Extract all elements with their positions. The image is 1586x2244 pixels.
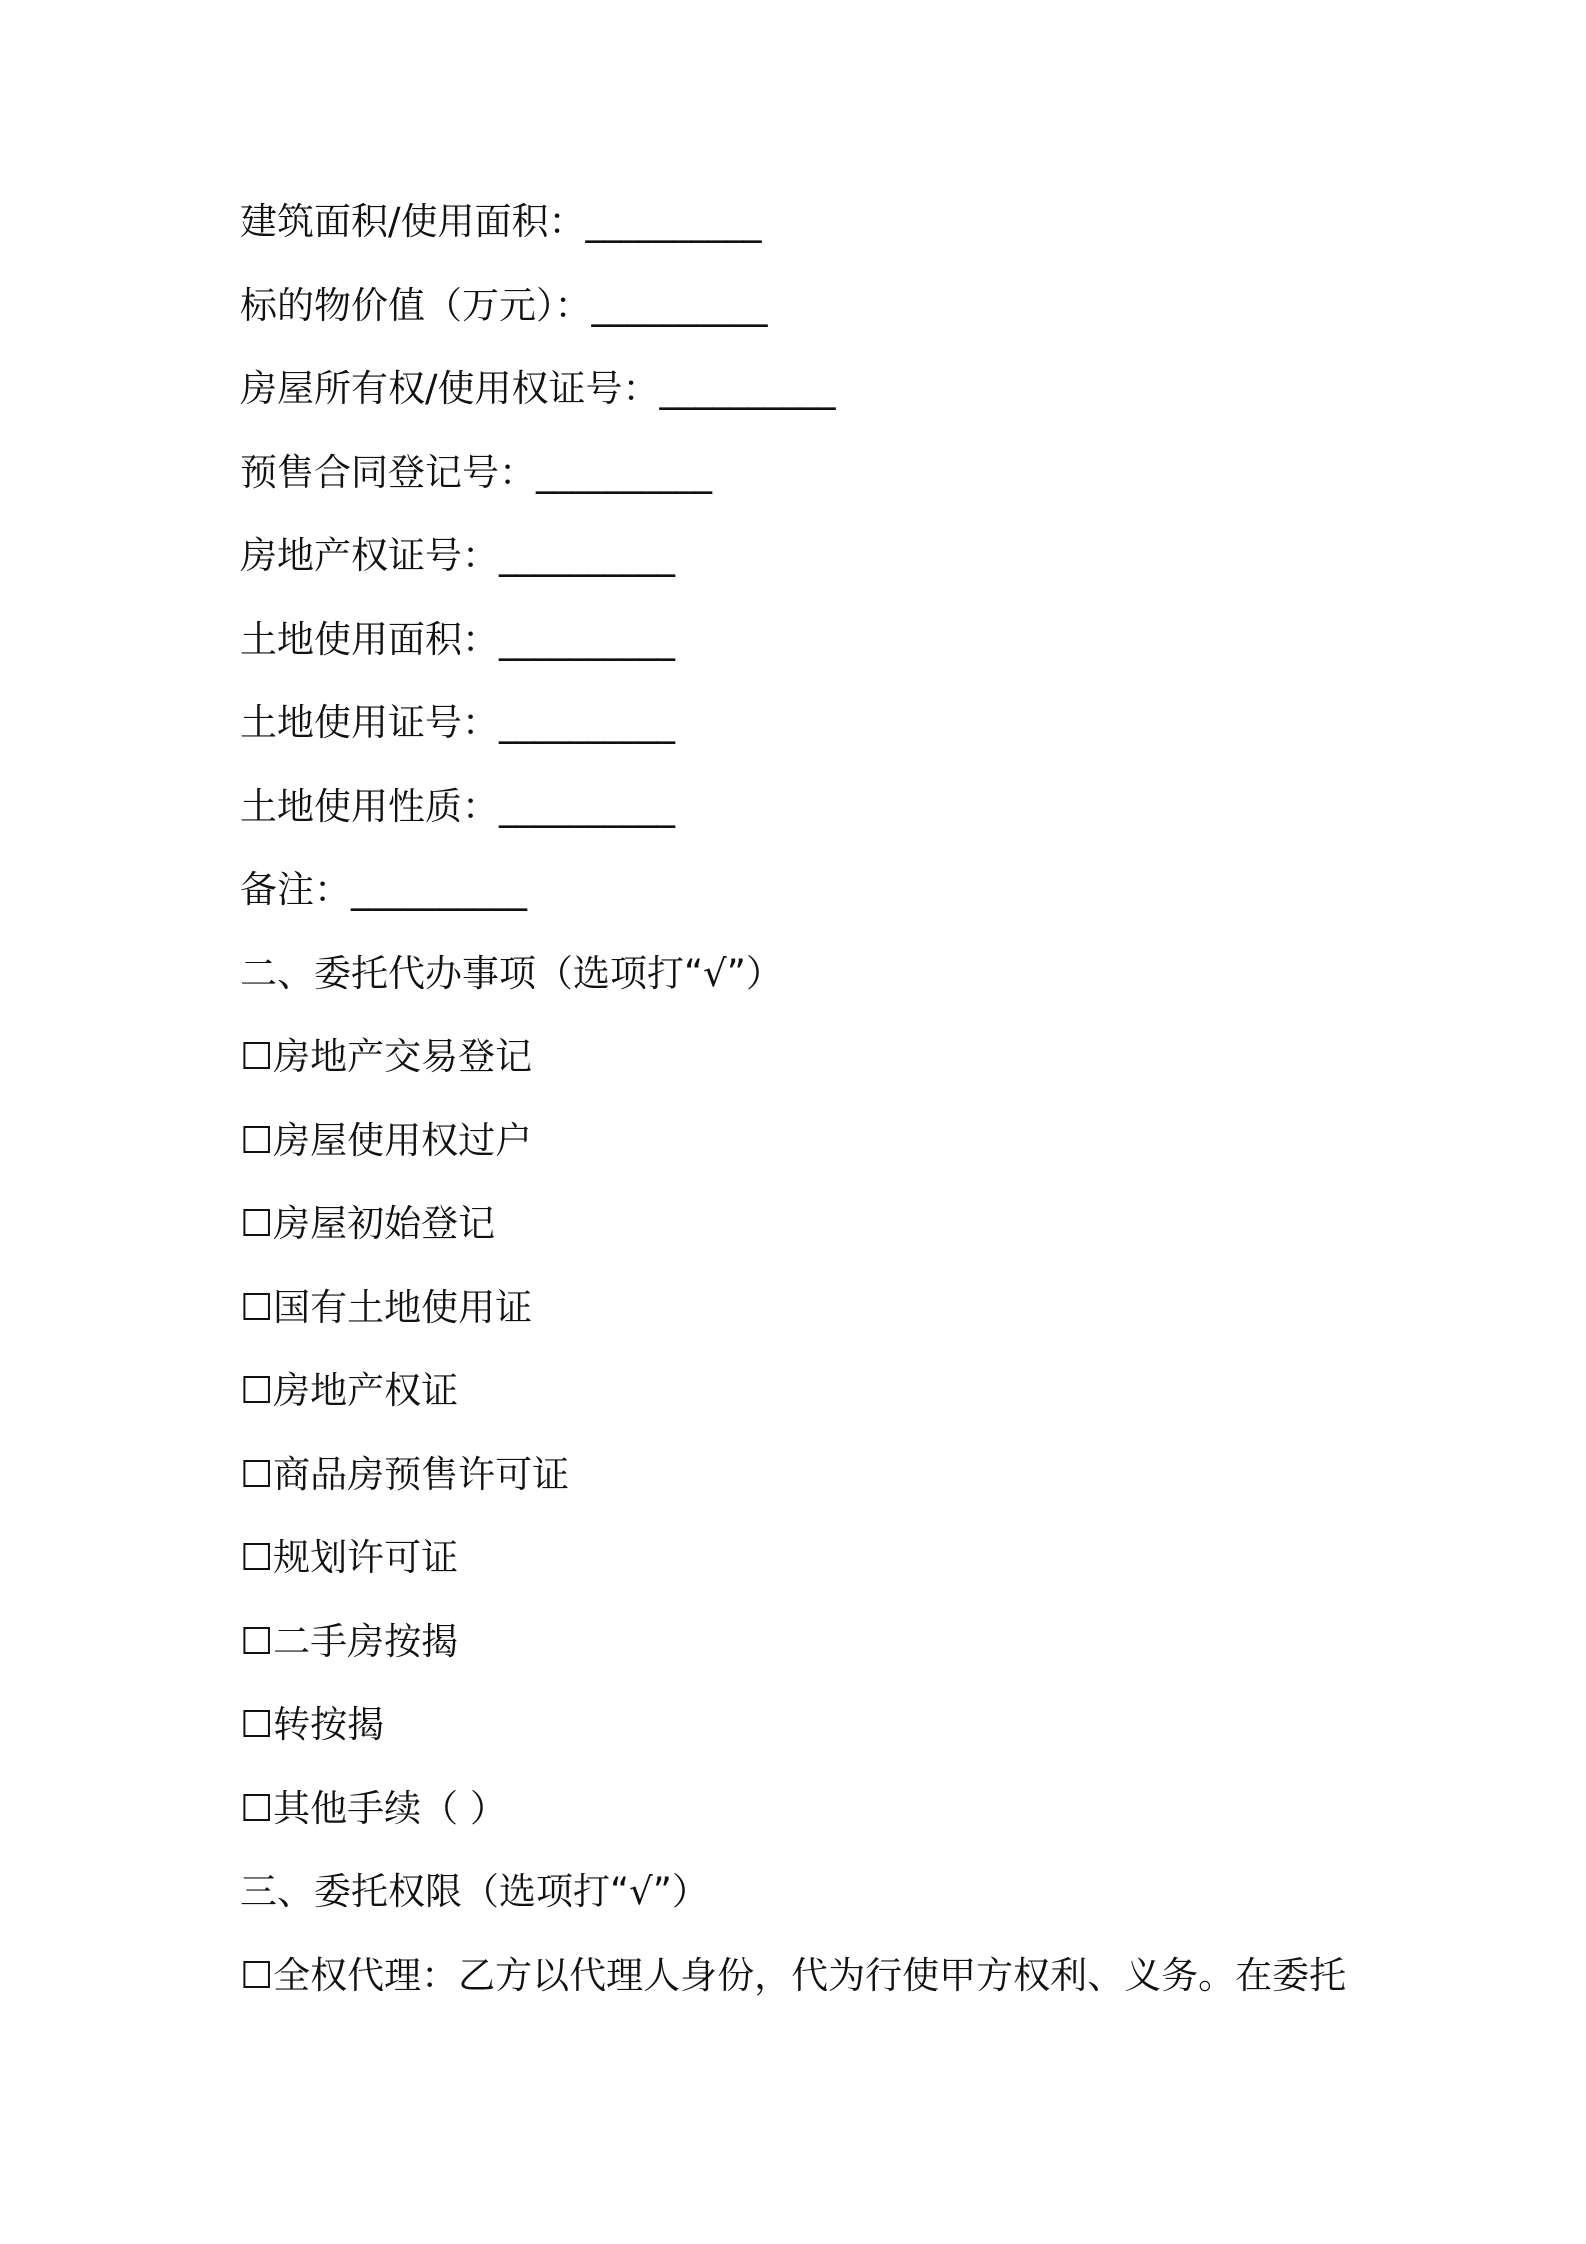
checkbox-item-real-estate-cert[interactable]: ☐房地产权证 [240, 1369, 459, 1412]
field-label: 标的物价值（万元）： [240, 283, 592, 327]
field-label: 预售合同登记号： [240, 450, 536, 494]
field-real-estate-cert-no [240, 530, 1350, 614]
field-land-cert-no [240, 697, 1350, 781]
field-label: 房地产权证号： [240, 534, 499, 577]
field-land-use-type [240, 781, 1350, 865]
section-heading-authority: 三、委托权限（选项打“√”） [240, 1870, 709, 1913]
fill-blank: __________ [499, 784, 674, 828]
checkbox-item-usage-right-transfer[interactable]: ☐房屋使用权过户 [240, 1118, 533, 1162]
checkbox-item-presale-permit[interactable]: ☐商品房预售许可证 [240, 1452, 570, 1496]
field-label: 土地使用面积： [240, 617, 499, 661]
field-label: 土地使用性质： [240, 784, 499, 828]
fill-blank: __________ [536, 450, 711, 494]
checkbox-item-mortgage-transfer[interactable]: ☐转按揭 [240, 1703, 385, 1746]
fill-blank: __________ [591, 283, 767, 327]
fill-blank: __________ [499, 534, 674, 577]
field-label: 备注： [240, 868, 351, 911]
fill-blank: __________ [351, 868, 526, 911]
checkbox-item-secondhand-mortgage[interactable]: ☐二手房按揭 [240, 1619, 459, 1663]
fill-blank: __________ [659, 367, 835, 410]
checkbox-item-full-agency[interactable]: ☐全权代理：乙方以代理人身份，代为行使甲方权利、义务。在委托 [240, 1953, 1347, 1997]
checkbox-item-initial-registration[interactable]: ☐房屋初始登记 [240, 1202, 496, 1245]
document-body [240, 196, 1350, 2033]
field-property-value [240, 280, 1350, 364]
field-remarks [240, 864, 1350, 948]
checkbox-item-state-land-cert[interactable]: ☐国有土地使用证 [240, 1285, 533, 1329]
checkbox-item-planning-permit[interactable]: ☐规划许可证 [240, 1536, 459, 1579]
fill-blank: __________ [499, 701, 674, 744]
field-building-area [240, 196, 1350, 280]
field-land-area [240, 614, 1350, 698]
fill-blank: __________ [499, 617, 674, 661]
checkbox-item-other-procedures[interactable]: ☐其他手续（ ） [240, 1786, 507, 1830]
checkbox-item-transaction-registration[interactable]: ☐房地产交易登记 [240, 1035, 533, 1078]
field-label: 房屋所有权/使用权证号： [240, 367, 660, 410]
field-ownership-cert-no [240, 363, 1350, 447]
fill-blank: __________ [585, 200, 761, 243]
field-label: 建筑面积/使用面积： [240, 200, 586, 243]
field-presale-contract-no [240, 447, 1350, 531]
field-label: 土地使用证号： [240, 701, 499, 744]
section-heading-entrusted-matters: 二、委托代办事项（选项打“√”） [240, 951, 783, 995]
